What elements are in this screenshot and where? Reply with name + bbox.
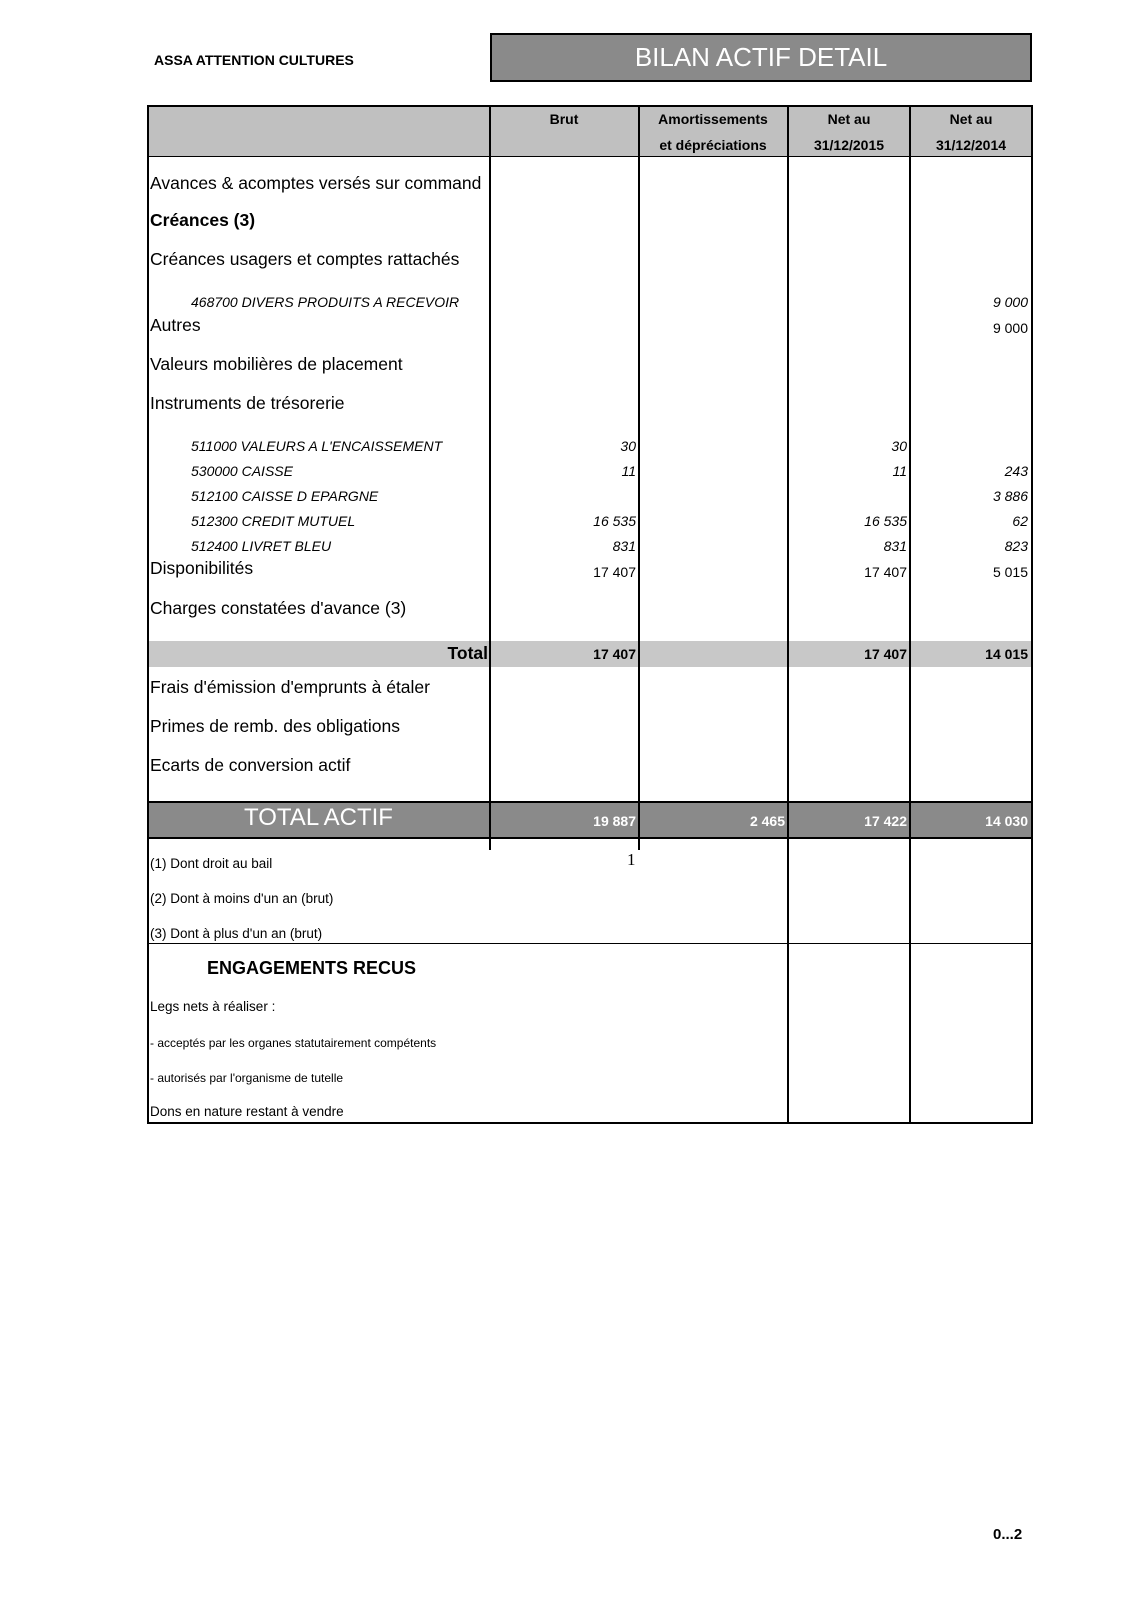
row-autres: Autres [150, 315, 201, 335]
engagements-autorises: - autorisés par l'organisme de tutelle [150, 1071, 344, 1085]
row-ecarts: Ecarts de conversion actif [150, 755, 351, 775]
row-total-brut: 17 407 [593, 646, 636, 662]
page-title: BILAN ACTIF DETAIL [490, 33, 1032, 82]
account-468700-label: 468700 DIVERS PRODUITS A RECEVOIR [191, 294, 460, 310]
page-number: 0...2 [993, 1526, 1023, 1543]
total-actif-amort: 2 465 [749, 813, 785, 829]
row-vmp: Valeurs mobilières de placement [150, 354, 403, 374]
row-total-net2015: 17 407 [864, 646, 907, 662]
col-header-brut: Brut [549, 111, 579, 127]
engagements-dons: Dons en nature restant à vendre [150, 1104, 344, 1119]
company-name: ASSA ATTENTION CULTURES [154, 52, 354, 68]
account-512400-brut: 831 [612, 538, 636, 554]
table-top-border [147, 105, 1033, 107]
header-bottom-border [147, 156, 1033, 157]
account-512400-net2015: 831 [883, 538, 907, 554]
note-2: (2) Dont à moins d'un an (brut) [150, 891, 334, 906]
table-bottom-border [147, 1122, 1033, 1124]
left-border [147, 105, 149, 1124]
total-actif-label: TOTAL ACTIF [244, 804, 393, 831]
col-header-net2015-line2: 31/12/2015 [813, 137, 885, 153]
account-511000-brut: 30 [620, 438, 636, 454]
row-charges-constatees: Charges constatées d'avance (3) [150, 598, 407, 618]
total-actif-brut: 19 887 [593, 813, 636, 829]
account-512300-net2015: 16 535 [864, 513, 907, 529]
row-primes: Primes de remb. des obligations [150, 716, 400, 736]
account-530000-net2014: 243 [1004, 463, 1028, 479]
account-512300-brut: 16 535 [593, 513, 636, 529]
row-disponibilites-net2014: 5 015 [992, 564, 1028, 580]
row-creances-heading: Créances (3) [150, 210, 256, 230]
account-512100-label: 512100 CAISSE D EPARGNE [191, 488, 379, 504]
row-total-net2014: 14 015 [985, 646, 1028, 662]
account-512300-net2014: 62 [1012, 513, 1028, 529]
account-512300-label: 512300 CREDIT MUTUEL [191, 513, 356, 529]
account-530000-net2015: 11 [892, 463, 907, 479]
account-468700-net2014: 9 000 [992, 294, 1028, 310]
account-530000-brut: 11 [621, 463, 636, 479]
account-511000-label: 511000 VALEURS A L'ENCAISSEMENT [191, 438, 443, 454]
account-512400-label: 512400 LIVRET BLEU [191, 538, 332, 554]
account-512100-net2014: 3 886 [992, 488, 1028, 504]
row-disponibilites: Disponibilités [150, 558, 254, 578]
row-avances: Avances & acomptes versés sur command [150, 173, 482, 193]
engagements-legs: Legs nets à réaliser : [150, 999, 276, 1014]
account-511000-net2015: 30 [891, 438, 907, 454]
notes-bottom-border [147, 943, 1033, 944]
col-divider-label [489, 105, 491, 850]
col-header-net2014-line1: Net au [949, 111, 993, 127]
row-creances-usagers: Créances usagers et comptes rattachés [150, 249, 460, 269]
col-header-net2015-line1: Net au [827, 111, 871, 127]
row-disponibilites-net2015: 17 407 [864, 564, 907, 580]
total-actif-top-border [147, 801, 1033, 803]
note-1-mark: 1 [627, 850, 636, 869]
row-total-label: Total [447, 643, 488, 663]
col-divider-amort [787, 105, 789, 1124]
right-border [1031, 105, 1033, 1124]
col-divider-net2015 [909, 105, 911, 1124]
total-actif-net2014: 14 030 [985, 813, 1028, 829]
account-512400-net2014: 823 [1004, 538, 1028, 554]
col-divider-brut [638, 105, 640, 850]
row-instruments: Instruments de trésorerie [150, 393, 345, 413]
engagements-title: ENGAGEMENTS RECUS [207, 958, 417, 978]
col-header-amort-line1: Amortissements [658, 111, 768, 127]
engagements-acceptes: - acceptés par les organes statutairement compétents [150, 1036, 437, 1050]
col-header-net2014-line2: 31/12/2014 [935, 137, 1007, 153]
note-3: (3) Dont à plus d'un an (brut) [150, 926, 323, 941]
row-disponibilites-brut: 17 407 [593, 564, 636, 580]
row-frais-emission: Frais d'émission d'emprunts à étaler [150, 677, 430, 697]
account-530000-label: 530000 CAISSE [191, 463, 293, 479]
note-1: (1) Dont droit au bail [150, 856, 273, 871]
row-autres-net2014: 9 000 [992, 320, 1028, 336]
total-actif-net2015: 17 422 [864, 813, 907, 829]
col-header-amort-line2: et dépréciations [659, 137, 767, 153]
total-actif-bottom-border [147, 837, 1033, 839]
